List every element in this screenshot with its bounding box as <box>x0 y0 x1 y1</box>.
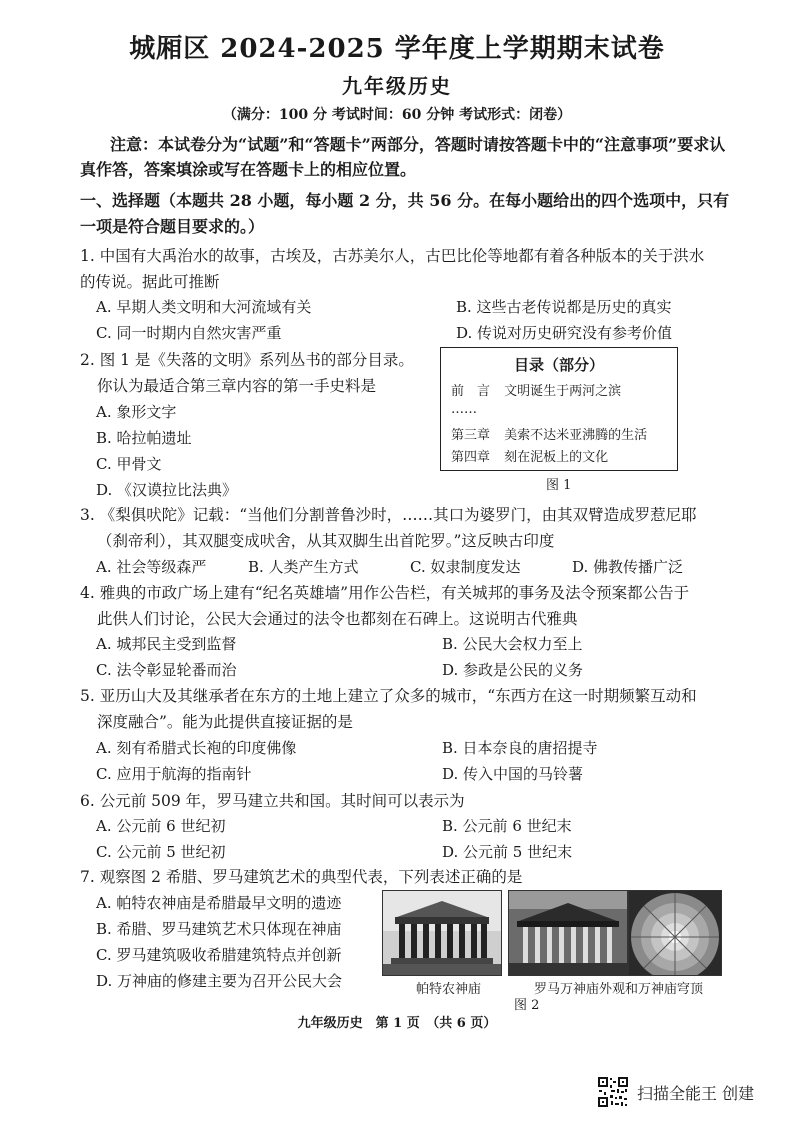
figure-1-row-3 <box>451 424 647 443</box>
pantheon-exterior-photo <box>508 890 628 976</box>
question-3-line-2: （刹帝利），其双腿变成吠舍，从其双脚生出首陀罗。”这反映古印度 <box>97 532 555 550</box>
question-3-option-b: B. 人类产生方式 <box>248 558 359 576</box>
pantheon-dome-illustration <box>629 891 721 975</box>
exam-notice: 注意：本试卷分为“试题”和“答题卡”两部分，答题时请按答题卡中的“注意事项”要求认真作答，答案填涂或写在答题卡上的相应位置。 <box>80 135 726 179</box>
question-3-option-c: C. 奴隶制度发达 <box>410 558 521 576</box>
question-5-stem <box>80 683 744 735</box>
figure-1-row-4 <box>451 446 608 465</box>
figure-1-row-1-label: 前 言 <box>451 384 491 399</box>
question-2-option-b: B. 哈拉帕遗址 <box>96 429 192 447</box>
question-2-option-d: D. 《汉谟拉比法典》 <box>96 481 238 499</box>
page-footer: 九年级历史 第 1 页 （共 6 页） <box>297 1016 497 1031</box>
question-4-line-1: 4. 雅典的市政广场上建有“纪名英雄墙”用作公告栏，有关城邦的事务及法令预案都公告于 <box>80 584 690 602</box>
pantheon-exterior-illustration <box>509 891 627 975</box>
question-2-stem <box>80 347 430 399</box>
question-5-option-d: D. 传入中国的马铃薯 <box>442 765 584 783</box>
question-3-line-1: 3. 《梨俱吠陀》记载：“当他们分割普鲁沙时，……其口为婆罗门，由其双臂造成罗惹尼耶 <box>80 506 697 524</box>
parthenon-illustration <box>383 891 501 975</box>
qr-code-icon <box>597 1076 629 1108</box>
exam-meta: （满分：100 分 考试时间：60 分钟 考试形式：闭卷） <box>222 107 572 123</box>
question-1-option-b: B. 这些古老传说都是历史的真实 <box>456 298 672 316</box>
figure-1-row-3-label: 第三章 <box>451 428 491 443</box>
parthenon-photo <box>382 890 502 976</box>
figure-2-left-caption: 帕特农神庙 <box>416 982 482 997</box>
question-1-option-c: C. 同一时期内自然灾害严重 <box>96 324 282 342</box>
figure-1-title: 目录（部分） <box>513 356 604 374</box>
question-1-line-1: 1. 中国有大禹治水的故事，古埃及，古苏美尔人，古巴比伦等地都有着各种版本的关于洪水 <box>80 247 705 265</box>
figure-1-row-4-label: 第四章 <box>451 450 491 465</box>
section-heading: 一、选择题（本题共 28 小题，每小题 2 分，共 56 分。在每小题给出的四个选项中，只有一项是符合题目要求的。） <box>80 191 730 236</box>
question-5-line-1: 5. 亚历山大及其继承者在东方的土地上建立了众多的城市，“东西方在这一时期频繁互动和 <box>80 687 697 705</box>
figure-1-row-1-text: 文明诞生于两河之滨 <box>504 384 622 399</box>
question-3-option-a: A. 社会等级森严 <box>96 558 207 576</box>
question-2-option-a: A. 象形文字 <box>96 403 177 421</box>
question-4-option-a: A. 城邦民主受到监督 <box>96 635 237 653</box>
question-6-option-d: D. 公元前 5 世纪末 <box>442 843 573 861</box>
question-2-option-c: C. 甲骨文 <box>96 455 162 473</box>
pantheon-dome-photo <box>628 890 722 976</box>
figure-1-contents-box <box>440 347 678 471</box>
question-7-line-1: 7. 观察图 2 希腊、罗马建筑艺术的典型代表，下列表述正确的是 <box>80 868 523 886</box>
question-4-option-c: C. 法令彰显轮番而治 <box>96 661 237 679</box>
scanner-label: 扫描全能王 创建 <box>637 1083 755 1103</box>
question-4-option-d: D. 参政是公民的义务 <box>442 661 584 679</box>
question-7-option-b: B. 希腊、罗马建筑艺术只体现在神庙 <box>96 920 342 938</box>
figure-1-row-4-text: 刻在泥板上的文化 <box>504 450 609 465</box>
figure-2-right-caption: 罗马万神庙外观和万神庙穹顶 <box>534 982 704 997</box>
question-4-stem <box>80 580 744 632</box>
figure-1-row-2 <box>451 402 477 417</box>
question-5-option-c: C. 应用于航海的指南针 <box>96 765 252 783</box>
question-6-option-b: B. 公元前 6 世纪末 <box>442 817 572 835</box>
question-4-option-b: B. 公民大会权力至上 <box>442 635 583 653</box>
question-1-stem <box>80 243 757 295</box>
question-2-line-1: 2. 图 1 是《失落的文明》系列丛书的部分目录。 <box>80 351 414 369</box>
question-7-option-a: A. 帕特农神庙是希腊最早文明的遗迹 <box>96 894 342 912</box>
question-1-option-d: D. 传说对历史研究没有参考价值 <box>456 324 673 342</box>
exam-subtitle: 九年级历史 <box>342 74 452 98</box>
question-6-stem <box>80 788 744 814</box>
question-5-option-a: A. 刻有希腊式长袍的印度佛像 <box>96 739 297 757</box>
question-2-line-2: 你认为最适合第三章内容的第一手史料是 <box>97 377 377 395</box>
figure-1-caption: 图 1 <box>546 478 572 493</box>
question-6-option-c: C. 公元前 5 世纪初 <box>96 843 226 861</box>
question-1-option-a: A. 早期人类文明和大河流域有关 <box>96 298 312 316</box>
figure-1-row-2-label: …… <box>451 402 477 417</box>
figure-1-row-1 <box>451 380 621 399</box>
question-4-line-2: 此供人们讨论，公民大会通过的法令也都刻在石碑上。这说明古代雅典 <box>97 610 578 628</box>
figure-1-row-3-text: 美索不达米亚沸腾的生活 <box>504 428 648 443</box>
question-3-option-d: D. 佛教传播广泛 <box>572 558 684 576</box>
scanner-watermark <box>597 1075 754 1109</box>
question-7-option-d: D. 万神庙的修建主要为召开公民大会 <box>96 972 343 990</box>
exam-title: 城厢区 2024-2025 学年度上学期期末试卷 <box>129 34 665 64</box>
question-6-option-a: A. 公元前 6 世纪初 <box>96 817 226 835</box>
figure-2-caption: 图 2 <box>514 998 540 1013</box>
question-7-stem <box>80 864 744 890</box>
question-3-stem <box>80 502 744 554</box>
question-1-line-2: 的传说。据此可推断 <box>80 273 220 291</box>
question-5-option-b: B. 日本奈良的唐招提寺 <box>442 739 598 757</box>
question-5-line-2: 深度融合”。能为此提供直接证据的是 <box>97 713 353 731</box>
question-7-option-c: C. 罗马建筑吸收希腊建筑特点并创新 <box>96 946 342 964</box>
question-6-line-1: 6. 公元前 509 年，罗马建立共和国。其时间可以表示为 <box>80 792 465 810</box>
